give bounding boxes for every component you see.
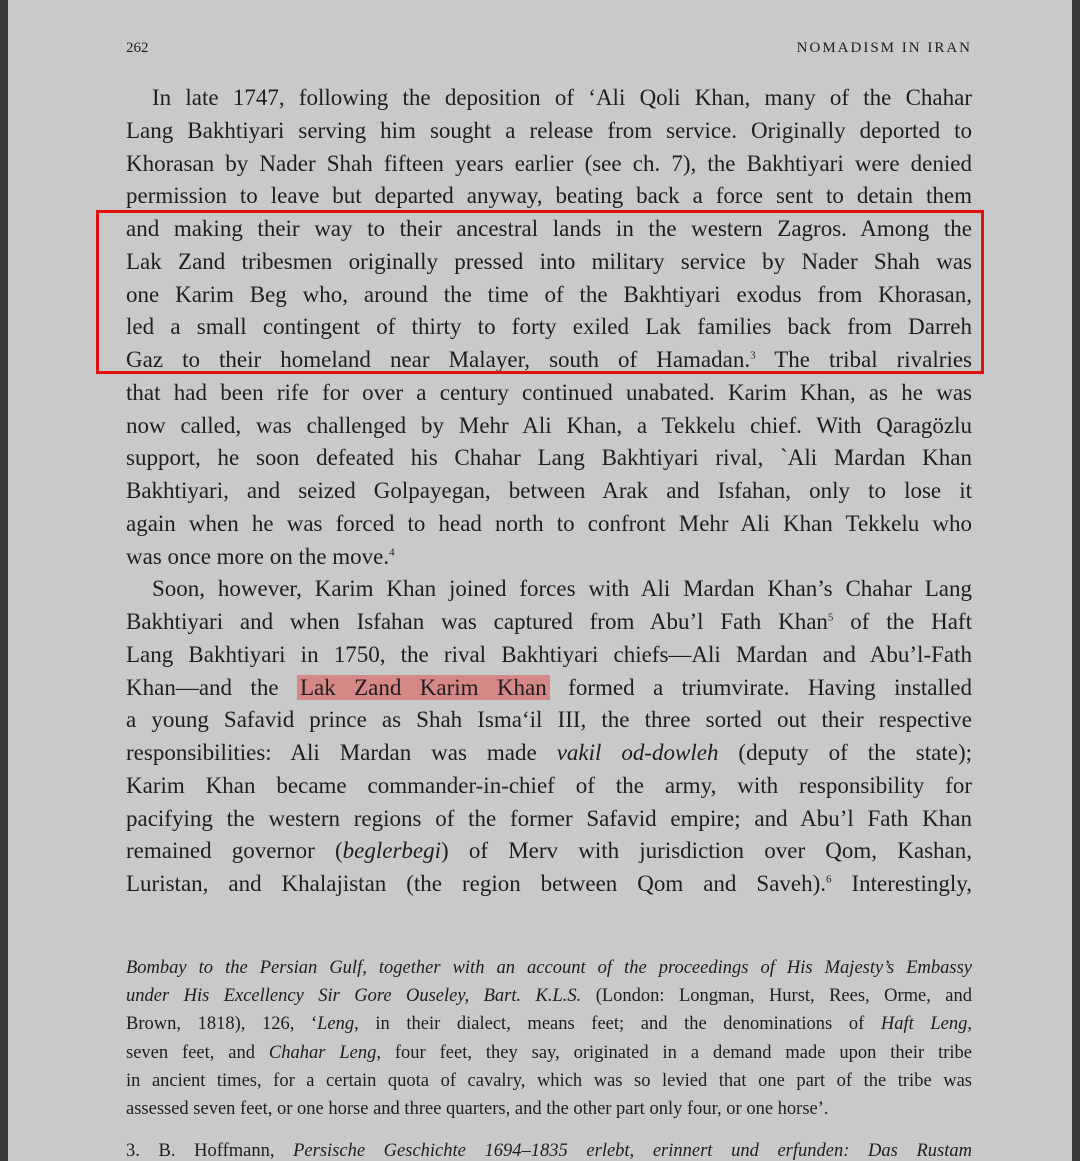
body-line: that had been rife for over a century continued unabated. Karim Khan, as he was — [126, 379, 972, 405]
footnote-marker[interactable]: 4 — [389, 545, 395, 558]
italic-term: vakil od-dowleh — [556, 740, 719, 765]
running-head: NOMADISM IN IRAN — [796, 40, 972, 56]
body-line: now called, was challenged by Mehr Ali Khan, a Tekkelu chief. With Qaragözlu — [126, 412, 972, 438]
text-segment: assessed seven feet, or one horse and three quarters, and the other part only four, or one horse’. — [126, 1098, 829, 1119]
text-segment: ) of Merv with jurisdiction over Qom, Kashan, — [441, 838, 972, 864]
text-segment: was once more on the move. — [126, 543, 390, 569]
text-segment: remained governor ( — [126, 838, 343, 864]
text-segment: The tribal rivalries — [755, 347, 972, 372]
body-line: Karim Khan became commander-in-chief of the army, with responsibility for — [126, 772, 972, 798]
body-line — [126, 344, 972, 377]
text-segment: 3. B. Hoffmann, — [126, 1141, 294, 1161]
text-segment: Luristan, and Khalajistan (the region between Qom and Saveh). — [126, 871, 827, 896]
body-line: pacifying the western regions of the former Safavid empire; and Abu’l Fath Khan — [126, 805, 972, 831]
text-segment: of the Haft — [833, 609, 972, 634]
italic-term: Chahar Leng — [268, 1042, 377, 1063]
body-line: Lak Zand tribesmen originally pressed into military service by Nader Shah was — [126, 248, 972, 274]
body-line — [126, 835, 972, 868]
body-line — [126, 672, 972, 705]
text-segment: Interestingly, — [831, 871, 972, 896]
body-line: In late 1747, following the deposition of ‘Ali Qoli Khan, many of the Chahar — [152, 85, 972, 110]
text-segment: responsibilities: Ali Mardan was made — [126, 740, 557, 765]
book-page — [8, 0, 1072, 1161]
footnote-marker[interactable]: 6 — [826, 873, 832, 886]
text-segment: Gaz to their homeland near Malayer, south of Hamadan. — [126, 347, 751, 372]
footnote-line — [126, 1095, 972, 1123]
highlighted-text[interactable]: Lak Zand Karim Khan — [297, 675, 550, 700]
body-text — [126, 82, 972, 901]
page-header — [126, 40, 972, 60]
footnote-line — [126, 1039, 972, 1067]
body-line: Soon, however, Karim Khan joined forces with Ali Mardan Khan’s Chahar Lang — [152, 576, 972, 602]
text-segment: in ancient times, for a certain quota of cavalry, which was so levied that one part of the tribe was — [126, 1070, 972, 1091]
footnote-marker[interactable]: 5 — [827, 611, 834, 624]
footnote-line — [126, 1137, 972, 1161]
italic-term: Leng — [317, 1014, 355, 1035]
body-line: led a small contingent of thirty to forty exiled Lak families back from Darreh — [126, 314, 972, 340]
text-segment: Brown, 1818), 126, ‘ — [126, 1014, 318, 1035]
body-line: permission to leave but departed anyway, beating back a force sent to detain them — [126, 183, 972, 209]
body-line: Bakhtiyari, and seized Golpayegan, between Arak and Isfahan, only to lose it — [126, 478, 972, 503]
footnote-line — [126, 954, 972, 982]
page-number: 262 — [126, 40, 149, 56]
italic-title: under His Excellency Sir Gore Ouseley, Bart. K.L.S. — [126, 986, 582, 1007]
italic-title: Bombay to the Persian Gulf, together with an account of the proceedings of His Majesty’s Embassy — [126, 958, 972, 978]
text-segment: seven feet, and — [126, 1042, 269, 1063]
body-line: support, he soon defeated his Chahar Lang Bakhtiyari rival, `Ali Mardan Khan — [126, 445, 972, 471]
body-line: a young Safavid prince as Shah Isma‘il III, the three sorted out their respective — [126, 707, 972, 733]
italic-term: Haft Leng — [880, 1014, 968, 1035]
body-line: Lang Bakhtiyari serving him sought a release from service. Originally deported to — [126, 117, 972, 143]
text-segment: Khan—and the — [126, 674, 297, 700]
text-segment: (deputy of the state); — [718, 740, 973, 765]
footnote-marker[interactable]: 3 — [750, 349, 756, 362]
body-line — [126, 541, 972, 574]
body-line: again when he was forced to head north to confront Mehr Ali Khan Tekkelu who — [126, 510, 972, 536]
text-segment: (London: Longman, Hurst, Rees, Orme, and — [581, 986, 972, 1007]
body-line — [126, 606, 972, 639]
footnotes — [126, 954, 972, 1161]
text-segment: Bakhtiyari and when Isfahan was captured from Abu’l Fath Khan — [126, 609, 828, 634]
footnote-line — [126, 1067, 972, 1095]
italic-term: beglerbegi — [342, 838, 441, 864]
footnote-line — [126, 1010, 972, 1038]
body-line: Lang Bakhtiyari in 1750, the rival Bakhtiyari chiefs—Ali Mardan and Abu’l-Fath — [126, 641, 972, 667]
body-line: and making their way to their ancestral lands in the western Zagros. Among the — [126, 216, 972, 241]
footnote-line — [126, 982, 972, 1010]
body-line — [126, 868, 972, 901]
body-line: Khorasan by Nader Shah fifteen years earlier (see ch. 7), the Bakhtiyari were denied — [126, 150, 972, 176]
text-segment: , — [967, 1014, 973, 1035]
text-segment: , in their dialect, means feet; and the denominations of — [354, 1014, 881, 1035]
body-line — [126, 737, 972, 770]
italic-title: Persische Geschichte 1694–1835 erlebt, erinnert und erfunden: Das Rustam — [293, 1141, 972, 1161]
body-line: one Karim Beg who, around the time of the Bakhtiyari exodus from Khorasan, — [126, 281, 972, 307]
text-segment: , four feet, they say, originated in a demand made upon their tribe — [376, 1042, 972, 1063]
text-segment: formed a triumvirate. Having installed — [549, 674, 972, 700]
